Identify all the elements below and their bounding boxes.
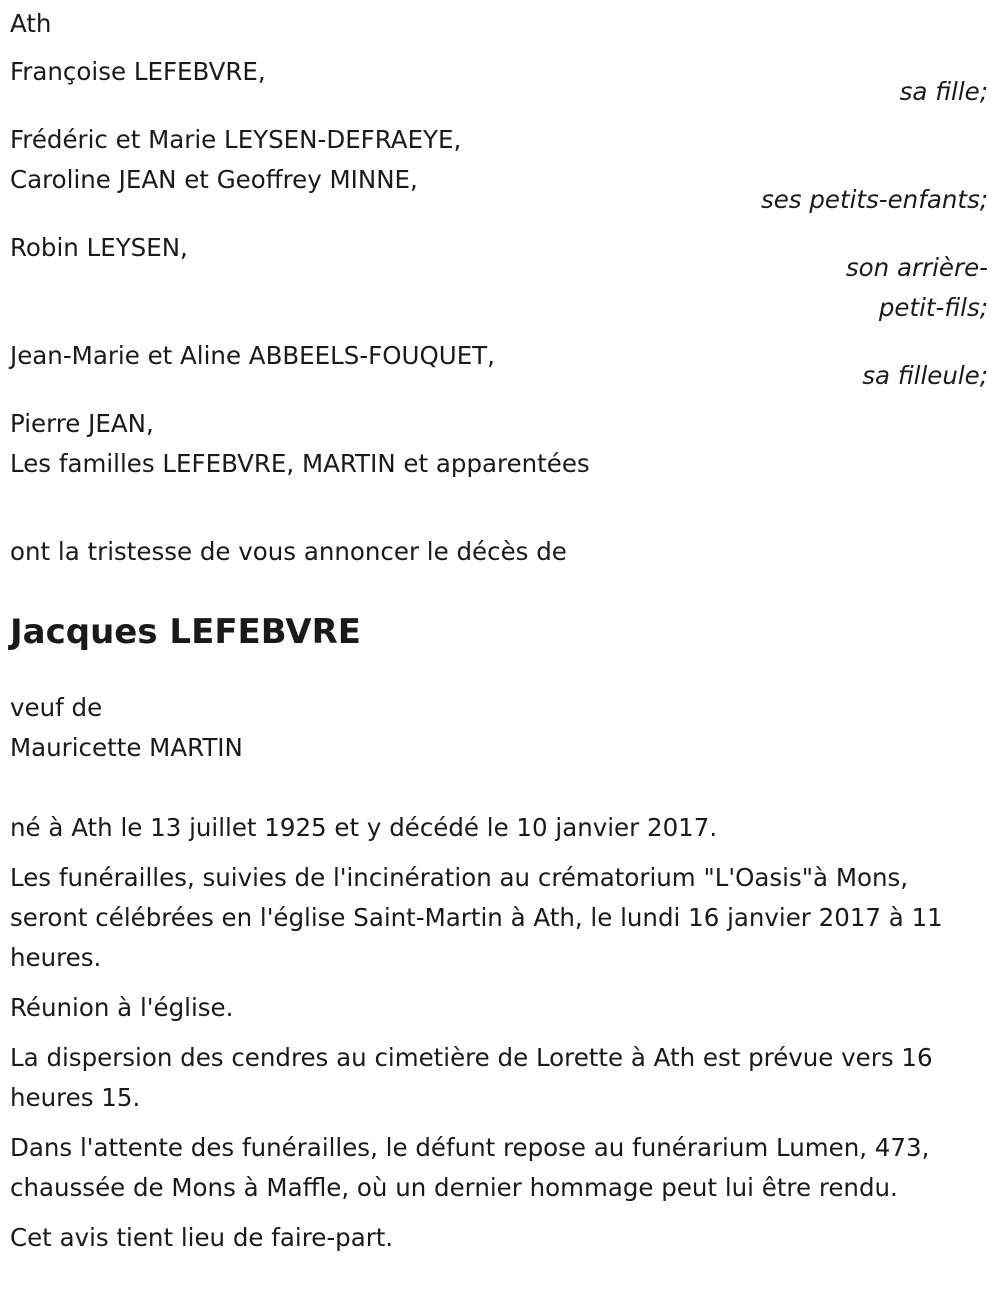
city-label: Ath [10,9,52,38]
funeral-paragraph: Les funérailles, suivies de l'incinération au crématorium "L'Oasis"à Mons, seront célébrées en l'église Saint-Martin à Ath, le lundi 16 janvier 2017 à 11 heures. [10,863,943,972]
ashes-paragraph: La dispersion des cendres au cimetière de Lorette à Ath est prévue vers 16 heures 15. [10,1043,933,1112]
grandchildren-line-1: Frédéric et Marie LEYSEN-DEFRAEYE, [10,125,462,154]
deceased-name: Jacques LEFEBVRE [10,612,362,652]
family-great-grandson [10,228,990,328]
spouse-name: Mauricette MARTIN [10,733,243,762]
grandchildren-role: ses petits-enfants; [760,185,988,214]
family-daughter [10,52,990,112]
goddaughter-name: Jean-Marie et Aline ABBEELS-FOUQUET, [10,341,495,370]
family-goddaughter [10,336,990,396]
other-relative-1: Pierre JEAN, [10,409,154,438]
great-grandson-role-line-1: son arrière- [845,253,988,282]
great-grandson-name: Robin LEYSEN, [10,233,188,262]
daughter-name: Françoise LEFEBVRE, [10,57,266,86]
family-others [10,404,990,484]
great-grandson-role-line-2: petit-fils; [878,293,988,322]
goddaughter-role: sa filleule; [862,361,988,390]
notice-paragraph: Cet avis tient lieu de faire-part. [10,1223,394,1252]
meeting-paragraph: Réunion à l'église. [10,993,234,1022]
resting-paragraph: Dans l'attente des funérailles, le défunt repose au funérarium Lumen, 473, chaussée de Mons à Maffle, où un dernier hommage peut lui être rendu. [10,1133,930,1202]
family-grandchildren [10,120,990,220]
grandchildren-line-2: Caroline JEAN et Geoffrey MINNE, [10,165,418,194]
birth-death-paragraph: né à Ath le 13 juillet 1925 et y décédé le 10 janvier 2017. [10,813,718,842]
announcement-text: ont la tristesse de vous annoncer le décès de [10,537,567,566]
widower-of-label: veuf de [10,693,103,722]
other-relative-2: Les familles LEFEBVRE, MARTIN et apparentées [10,449,590,478]
daughter-role: sa fille; [899,77,988,106]
